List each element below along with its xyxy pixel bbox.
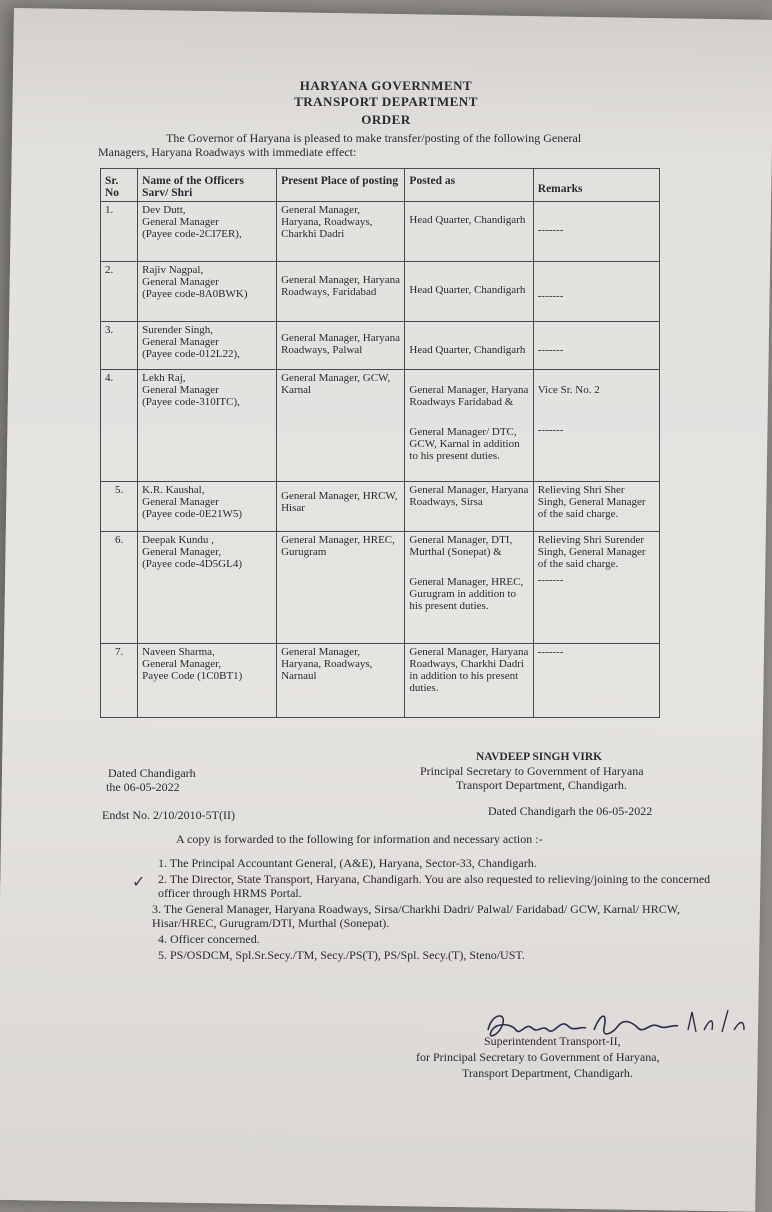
cell-posted	[405, 532, 533, 644]
remark-primary: Vice Sr. No. 2	[537, 384, 600, 396]
table-row	[101, 482, 660, 532]
list-item: 5. PS/OSDCM, Spl.Sr.Secy./TM, Secy./PS(T), PS/Spl. Secy.(T), Steno/UST.	[158, 948, 525, 962]
cell-posted: General Manager, Haryana Roadways, Charkhi Dadri in addition to his present duties.	[405, 644, 533, 718]
spacer	[538, 396, 655, 424]
remark-secondary: -------	[537, 424, 564, 436]
bottom-sign-title: Superintendent Transport-II,	[484, 1034, 621, 1048]
cell-remarks	[533, 370, 659, 482]
endst-number: Endst No. 2/10/2010-5T(II)	[102, 808, 235, 822]
list-item: 3. The General Manager, Haryana Roadways, Sirsa/Charkhi Dadri/ Palwal/ Faridabad/ GCW, Karnal/ HRCW, Hisar/HREC, Gurugram/DTI, Murthal (Sonepat).	[152, 902, 680, 930]
cell-name	[138, 370, 277, 482]
endst-dated: Dated Chandigarh the 06-05-2022	[488, 804, 653, 818]
cell-sr: 4.	[101, 370, 138, 482]
cell-posted: Head Quarter, Chandigarh	[405, 262, 533, 322]
bottom-sign-line2: for Principal Secretary to Government of Haryana,	[416, 1050, 660, 1064]
cell-name	[138, 202, 277, 262]
designation-line: General Manager,	[142, 658, 222, 670]
name-line: Rajiv Nagpal,	[142, 264, 204, 276]
name-line: Dev Dutt,	[142, 204, 186, 216]
intro-line-2: Managers, Haryana Roadways with immediate effect:	[98, 145, 357, 159]
copy-list	[152, 856, 738, 964]
col-name: Name of the Officers Sarv/ Shri	[138, 169, 277, 202]
table-row	[101, 532, 660, 644]
cell-present: General Manager, Haryana Roadways, Palwal	[277, 322, 405, 370]
dated-date: the 06-05-2022	[106, 780, 180, 794]
table-row	[101, 644, 660, 718]
name-line: Surender Singh,	[142, 324, 214, 336]
designation-line: General Manager,	[142, 546, 222, 558]
cell-present: General Manager, GCW, Karnal	[277, 370, 405, 482]
payee-code: (Payee code-2CI7ER),	[142, 228, 242, 240]
list-item: 2. The Director, State Transport, Haryana, Chandigarh. You are also requested to relieving/joining to the concerned officer through HRMS Portal.	[158, 872, 711, 900]
payee-code: (Payee code-4D5GL4)	[142, 558, 243, 570]
cell-present: General Manager, Haryana, Roadways, Narnaul	[277, 644, 405, 718]
cell-remarks: -------	[533, 322, 659, 370]
posting-additional: General Manager, HREC, Gurugram in addition to his present duties.	[409, 576, 524, 612]
cell-remarks: -------	[533, 202, 659, 262]
payee-code: (Payee code-0E21W5)	[142, 508, 242, 520]
payee-code: (Payee code-8A0BWK)	[142, 288, 248, 300]
list-item: 1. The Principal Accountant General, (A&E), Haryana, Sector-33, Chandigarh.	[158, 856, 537, 870]
cell-sr: 3.	[101, 322, 138, 370]
designation-line: General Manager	[142, 496, 219, 508]
transfer-table	[100, 168, 660, 718]
cell-name	[138, 262, 277, 322]
designation-line: General Manager	[142, 216, 219, 228]
payee-code: (Payee code-012L22),	[142, 348, 240, 360]
cell-name	[138, 322, 277, 370]
col-remarks: Remarks	[533, 169, 659, 202]
signatory-department: Transport Department, Chandigarh.	[456, 778, 627, 792]
intro-line-1: The Governor of Haryana is pleased to make transfer/posting of the following General	[166, 131, 582, 145]
spacer	[409, 408, 528, 426]
signatory-designation: Principal Secretary to Government of Haryana	[420, 764, 644, 778]
payee-code: Payee Code (1C0BT1)	[142, 670, 243, 682]
table-row	[101, 262, 660, 322]
table-header-row	[101, 169, 660, 202]
cell-remarks: -------	[533, 644, 659, 718]
designation-line: General Manager	[142, 336, 219, 348]
dated-place: Dated Chandigarh	[108, 766, 196, 780]
name-line: Naveen Sharma,	[142, 646, 215, 658]
name-line: Deepak Kundu ,	[142, 534, 214, 546]
posting-primary: General Manager, Haryana Roadways Faridabad &	[409, 384, 529, 408]
designation-line: General Manager	[142, 384, 219, 396]
payee-code: (Payee code-310ITC),	[142, 396, 240, 408]
designation-line: General Manager	[142, 276, 219, 288]
spacer	[409, 558, 528, 576]
remark-primary: Relieving Shri Surender Singh, General Manager of the said charge.	[537, 534, 646, 570]
col-posted: Posted as	[405, 169, 533, 202]
copy-intro: A copy is forwarded to the following for information and necessary action :-	[176, 832, 543, 846]
remark-secondary: -------	[537, 574, 564, 586]
header-order: ORDER	[361, 112, 411, 127]
list-item: 4. Officer concerned.	[158, 932, 260, 946]
name-line: Lekh Raj,	[142, 372, 186, 384]
cell-posted: Head Quarter, Chandigarh	[405, 322, 533, 370]
signatory-name: NAVDEEP SINGH VIRK	[476, 751, 603, 763]
table-row	[101, 370, 660, 482]
cell-sr: 5.	[101, 482, 138, 532]
table-row	[101, 322, 660, 370]
table-row	[101, 202, 660, 262]
cell-present: General Manager, HREC, Gurugram	[277, 532, 405, 644]
cell-present: General Manager, HRCW, Hisar	[277, 482, 405, 532]
cell-remarks	[533, 532, 659, 644]
tick-mark: ✓	[132, 874, 146, 891]
cell-name	[138, 532, 277, 644]
cell-posted: Head Quarter, Chandigarh	[405, 202, 533, 262]
cell-name	[138, 644, 277, 718]
cell-name	[138, 482, 277, 532]
cell-remarks: -------	[533, 262, 659, 322]
cell-sr: 1.	[101, 202, 138, 262]
bottom-sign-line3: Transport Department, Chandigarh.	[462, 1066, 633, 1080]
cell-present: General Manager, Haryana Roadways, Faridabad	[277, 262, 405, 322]
header-govt: HARYANA GOVERNMENT	[299, 78, 473, 93]
cell-remarks: Relieving Shri Sher Singh, General Manager of the said charge.	[533, 482, 659, 532]
col-present: Present Place of posting	[277, 169, 405, 202]
posting-additional: General Manager/ DTC, GCW, Karnal in addition to his present duties.	[409, 426, 520, 462]
cell-sr: 7.	[101, 644, 138, 718]
cell-posted: General Manager, Haryana Roadways, Sirsa	[405, 482, 533, 532]
cell-present: General Manager, Haryana, Roadways, Charkhi Dadri	[277, 202, 405, 262]
posting-primary: General Manager, DTI, Murthal (Sonepat) &	[409, 534, 513, 558]
header-dept: TRANSPORT DEPARTMENT	[294, 94, 478, 109]
cell-sr: 2.	[101, 262, 138, 322]
cell-sr: 6.	[101, 532, 138, 644]
cell-posted	[405, 370, 533, 482]
col-sr: Sr. No	[101, 169, 138, 202]
name-line: K.R. Kaushal,	[142, 484, 205, 496]
